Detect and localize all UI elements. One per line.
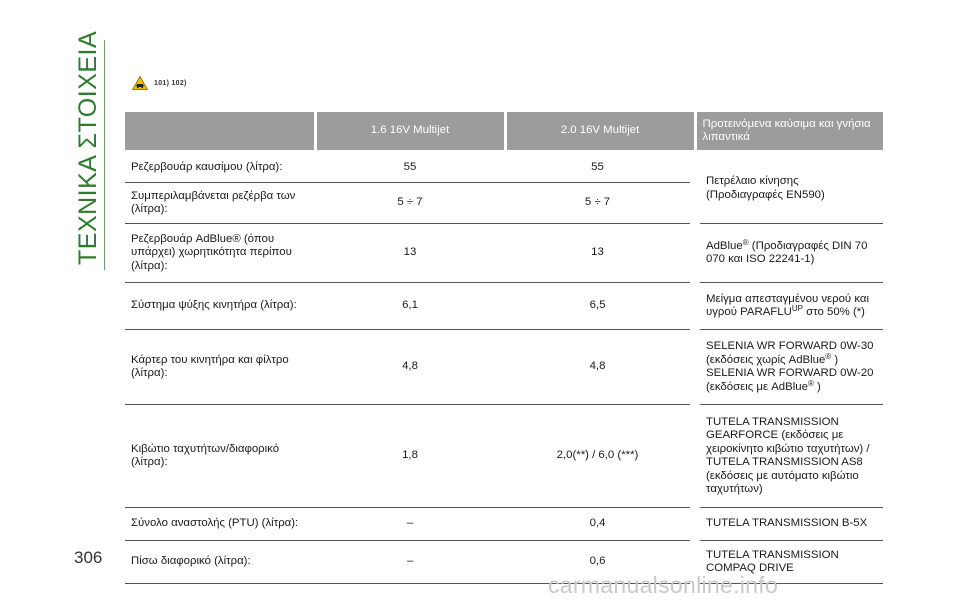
fluid-spec: TUTELA TRANSMISSION COMPAQ DRIVE [695,541,883,584]
header-engine-2-0: 2.0 16V Multijet [505,112,695,150]
fluid-text: ) [813,380,821,393]
fluid-text: SELENIA WR FORWARD 0W-30 (εκδόσεις χωρίς AdBlue [706,340,874,366]
value-1-6: 5 ÷ 7 [315,183,505,224]
row-label: Σύστημα ψύξης κινητήρα (λίτρα): [125,283,315,330]
section-rule [104,40,105,270]
table-row [125,405,883,508]
fluid-spec [695,330,883,405]
value-1-6: – [315,541,505,584]
row-label: Ρεζερβουάρ καυσίμου (λίτρα): [125,150,315,183]
value-1-6: 4,8 [315,330,505,405]
value-1-6: 13 [315,224,505,283]
value-2-0: 13 [505,224,695,283]
value-2-0: 0,6 [505,541,695,584]
value-2-0: 0,4 [505,508,695,541]
value-2-0: 4,8 [505,330,695,405]
fluid-text: (Προδιαγραφές DIN 70 070 και ISO 22241-1) [706,239,868,265]
row-label: Κιβώτιο ταχυτήτων/διαφορικό (λίτρα): [125,405,315,508]
row-label: Συμπεριλαμβάνεται ρεζέρβα των (λίτρα): [125,183,315,224]
header-engine-1-6: 1.6 16V Multijet [315,112,505,150]
fluid-text: Μείγμα απεσταγμένου νερού και υγρού PARAFLU [706,292,869,318]
table-row [125,283,883,330]
table-header-row [125,112,883,150]
fluids-capacity-table [125,112,883,584]
row-label: Ρεζερβουάρ AdBlue® (όπου υπάρχει) χωρητικότητα περίπου (λίτρα): [125,224,315,283]
fluid-text: AdBlue [706,239,743,252]
value-1-6: 6,1 [315,283,505,330]
registered-mark: ® [807,378,814,388]
registered-mark: ® [825,351,832,361]
fluid-spec: TUTELA TRANSMISSION B-5X [695,508,883,541]
row-label: Πίσω διαφορικό (λίτρα): [125,541,315,584]
fluid-text: στο 50% (*) [802,306,865,318]
value-1-6: 55 [315,150,505,183]
table-row [125,150,883,183]
warning-refs-text: 101) 102) [154,79,187,87]
value-1-6: 1,8 [315,405,505,508]
table-row [125,224,883,283]
fluid-spec [695,224,883,283]
value-1-6: – [315,508,505,541]
watermark: carmanualsonline.info [548,572,779,598]
row-label: Κάρτερ του κινητήρα και φίλτρο (λίτρα): [125,330,315,405]
registered-mark: ® [742,237,749,247]
warning-icon [132,76,148,90]
fluid-spec: Πετρέλαιο κίνησης (Προδιαγραφές EN590) [695,150,883,224]
header-empty [125,112,315,150]
fluid-spec: TUTELA TRANSMISSION GEARFORCE (εκδόσεις με χειροκίνητο κιβώτιο ταχυτήτων) / TUTELA TRANSMISSION AS8 (εκδόσεις με αυτόματο κιβώτιο ταχυτήτων) [695,405,883,508]
fluid-text: SELENIA WR FORWARD 0W-20 (εκδόσεις με AdBlue [706,367,874,393]
warning-refs [132,76,187,90]
table-row [125,508,883,541]
value-2-0: 5 ÷ 7 [505,183,695,224]
fluid-text: ) [831,353,839,366]
fluid-spec [695,283,883,330]
value-2-0: 6,5 [505,283,695,330]
section-title: ΤΕΧΝΙΚΑ ΣΤΟΙΧΕΙΑ [74,30,102,265]
table-row [125,330,883,405]
value-2-0: 55 [505,150,695,183]
superscript-up: UP [791,304,803,313]
page-number: 306 [74,548,103,567]
header-recommended-fluids: Προτεινόμενα καύσιμα και γνήσια λιπαντικά [695,112,883,150]
row-label: Σύνολο αναστολής (PTU) (λίτρα): [125,508,315,541]
value-2-0: 2,0(**) / 6,0 (***) [505,405,695,508]
